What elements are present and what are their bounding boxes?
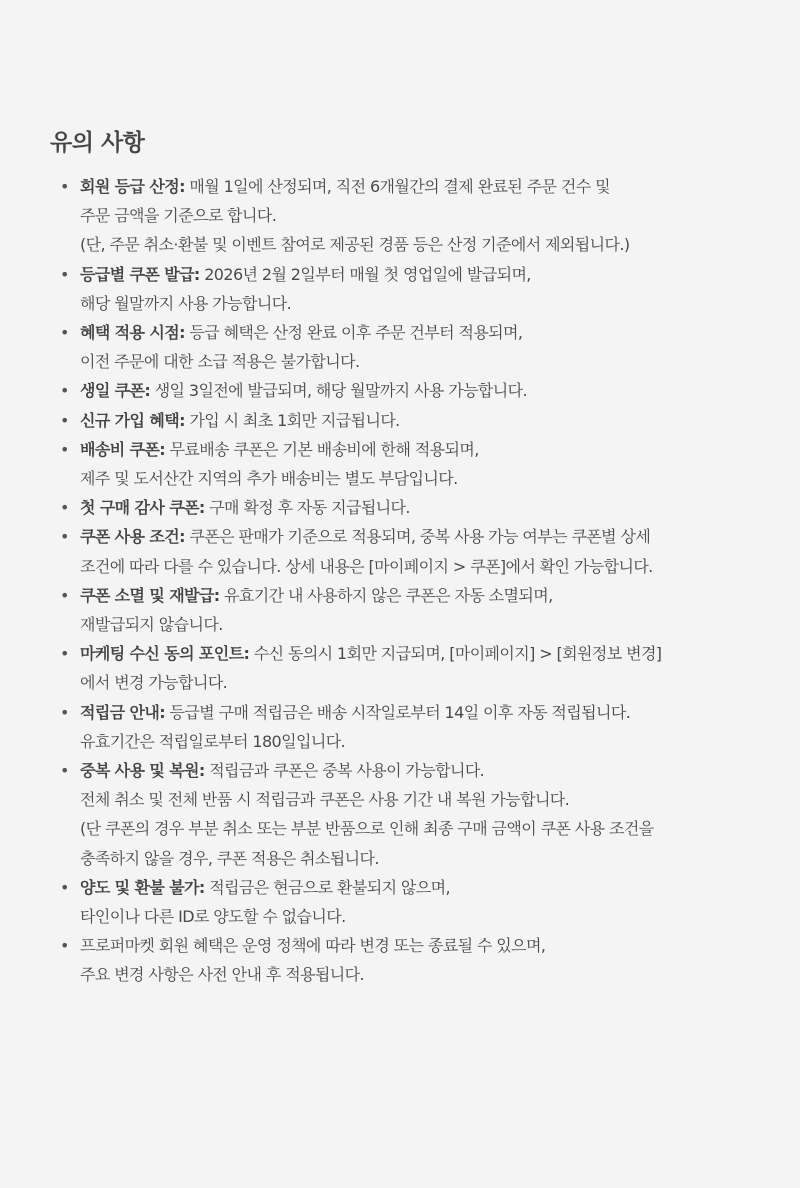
item-text: 제주 및 도서산간 지역의 추가 배송비는 별도 부담입니다.	[80, 469, 458, 489]
item-text: 조건에 따라 다를 수 있습니다. 상세 내용은 [마이페이지 > 쿠폰]에서 확인 가능합니다.	[80, 556, 653, 576]
item-line	[80, 406, 750, 435]
item-text: 충족하지 않을 경우, 쿠폰 적용은 취소됩니다.	[80, 848, 379, 868]
bullet-icon: •	[60, 177, 69, 196]
item-line	[80, 902, 750, 931]
list-item	[50, 376, 750, 405]
list-item	[50, 756, 750, 873]
item-heading: 양도 및 환불 불가:	[80, 877, 205, 897]
item-line	[80, 844, 750, 873]
list-item	[50, 172, 750, 260]
item-text: 수신 동의시 1회만 지급되며, [마이페이지] > [회원정보 변경]	[249, 644, 662, 664]
item-line	[80, 376, 750, 405]
item-text: 프로퍼마켓 회원 혜택은 운영 정책에 따라 변경 또는 종료될 수 있으며,	[80, 936, 546, 956]
bullet-icon: •	[60, 761, 69, 781]
item-heading: 쿠폰 사용 조건:	[80, 527, 185, 547]
item-heading: 등급별 쿠폰 발급:	[80, 264, 200, 284]
item-text: 재발급되지 않습니다.	[80, 615, 223, 635]
item-line	[80, 581, 750, 610]
item-line	[80, 785, 750, 814]
item-line	[80, 172, 750, 201]
item-line	[80, 756, 750, 785]
item-text: 등급별 구매 적립금은 배송 시작일로부터 14일 이후 자동 적립됩니다.	[165, 702, 631, 722]
list-item	[50, 522, 750, 580]
list-item	[50, 639, 750, 697]
item-heading: 신규 가입 혜택:	[80, 410, 185, 430]
item-heading: 마케팅 수신 동의 포인트:	[80, 644, 250, 664]
item-text: 등급 혜택은 산정 완료 이후 주문 건부터 적용되며,	[184, 323, 523, 343]
item-line	[80, 552, 750, 581]
item-text: 쿠폰은 판매가 기준으로 적용되며, 중복 사용 가능 여부는 쿠폰별 상세	[184, 527, 651, 547]
item-line	[80, 639, 750, 668]
item-line	[80, 201, 750, 230]
item-text: 매월 1일에 산정되며, 직전 6개월간의 결제 완료된 주문 건수 및	[184, 177, 610, 196]
list-item	[50, 435, 750, 493]
item-heading: 쿠폰 소멸 및 재발급:	[80, 585, 220, 605]
item-text: 주요 변경 사항은 사전 안내 후 적용됩니다.	[80, 965, 364, 985]
list-item	[50, 493, 750, 522]
item-text: 적립금은 현금으로 환불되지 않으며,	[204, 877, 450, 897]
item-line	[80, 230, 750, 259]
list-item	[50, 698, 750, 756]
bullet-icon: •	[60, 527, 69, 547]
list-item	[50, 931, 750, 989]
item-heading: 혜택 적용 시점:	[80, 323, 185, 343]
item-line	[80, 435, 750, 464]
item-text: 유효기간 내 사용하지 않은 쿠폰은 자동 소멸되며,	[219, 585, 553, 605]
item-text: 해당 월말까지 사용 가능합니다.	[80, 293, 292, 313]
bullet-icon: •	[60, 936, 69, 956]
bullet-icon: •	[60, 644, 69, 664]
item-heading: 중복 사용 및 복원:	[80, 761, 205, 781]
item-line	[80, 318, 750, 347]
item-line	[80, 698, 750, 727]
bullet-icon: •	[60, 702, 69, 722]
bullet-icon: •	[60, 877, 69, 897]
item-text: 무료배송 쿠폰은 기본 배송비에 한해 적용되며,	[165, 439, 479, 459]
bullet-icon: •	[60, 439, 69, 459]
item-text: 이전 주문에 대한 소급 적용은 불가합니다.	[80, 352, 360, 372]
section-title: 유의 사항	[50, 130, 145, 156]
list-item	[50, 260, 750, 318]
item-text: (단, 주문 취소·환불 및 이벤트 참여로 제공된 경품 등은 산정 기준에서 제외됩니다.)	[80, 235, 630, 255]
item-line	[80, 960, 750, 989]
item-text: 전체 취소 및 전체 반품 시 적립금과 쿠폰은 사용 기간 내 복원 가능합니다.	[80, 790, 570, 810]
item-text: 2026년 2월 2일부터 매월 첫 영업일에 발급되며,	[199, 264, 531, 284]
item-line	[80, 464, 750, 493]
item-text: 적립금과 쿠폰은 중복 사용이 가능합니다.	[204, 761, 485, 781]
item-text: 유효기간은 적립일로부터 180일입니다.	[80, 731, 346, 751]
item-heading: 배송비 쿠폰:	[80, 439, 166, 459]
notes-list	[50, 172, 750, 990]
item-line	[80, 931, 750, 960]
bullet-icon: •	[60, 323, 69, 343]
item-text: 에서 변경 가능합니다.	[80, 673, 228, 693]
bullet-icon: •	[60, 381, 69, 401]
item-line	[80, 610, 750, 639]
item-line	[80, 260, 750, 289]
bullet-icon: •	[60, 585, 69, 605]
item-heading: 생일 쿠폰:	[80, 381, 151, 401]
item-line	[80, 493, 750, 522]
list-item	[50, 318, 750, 376]
bullet-icon: •	[60, 410, 69, 430]
item-text: 주문 금액을 기준으로 합니다.	[80, 206, 277, 226]
item-text: (단 쿠폰의 경우 부분 취소 또는 부분 반품으로 인해 최종 구매 금액이 쿠폰 사용 조건을	[80, 819, 654, 839]
item-line	[80, 668, 750, 697]
item-line	[80, 522, 750, 551]
item-heading: 회원 등급 산정:	[80, 177, 185, 196]
item-line	[80, 873, 750, 902]
item-line	[80, 347, 750, 376]
item-text: 생일 3일전에 발급되며, 해당 월말까지 사용 가능합니다.	[150, 381, 527, 401]
item-text: 구매 확정 후 자동 지급됩니다.	[204, 498, 410, 518]
item-heading: 첫 구매 감사 쿠폰:	[80, 498, 205, 518]
bullet-icon: •	[60, 264, 69, 284]
item-line	[80, 727, 750, 756]
item-line	[80, 814, 750, 843]
list-item	[50, 581, 750, 639]
item-text: 가입 시 최초 1회만 지급됩니다.	[184, 410, 400, 430]
bullet-icon: •	[60, 498, 69, 518]
item-text: 타인이나 다른 ID로 양도할 수 없습니다.	[80, 907, 346, 927]
item-line	[80, 289, 750, 318]
item-heading: 적립금 안내:	[80, 702, 166, 722]
list-item	[50, 406, 750, 435]
list-item	[50, 873, 750, 931]
